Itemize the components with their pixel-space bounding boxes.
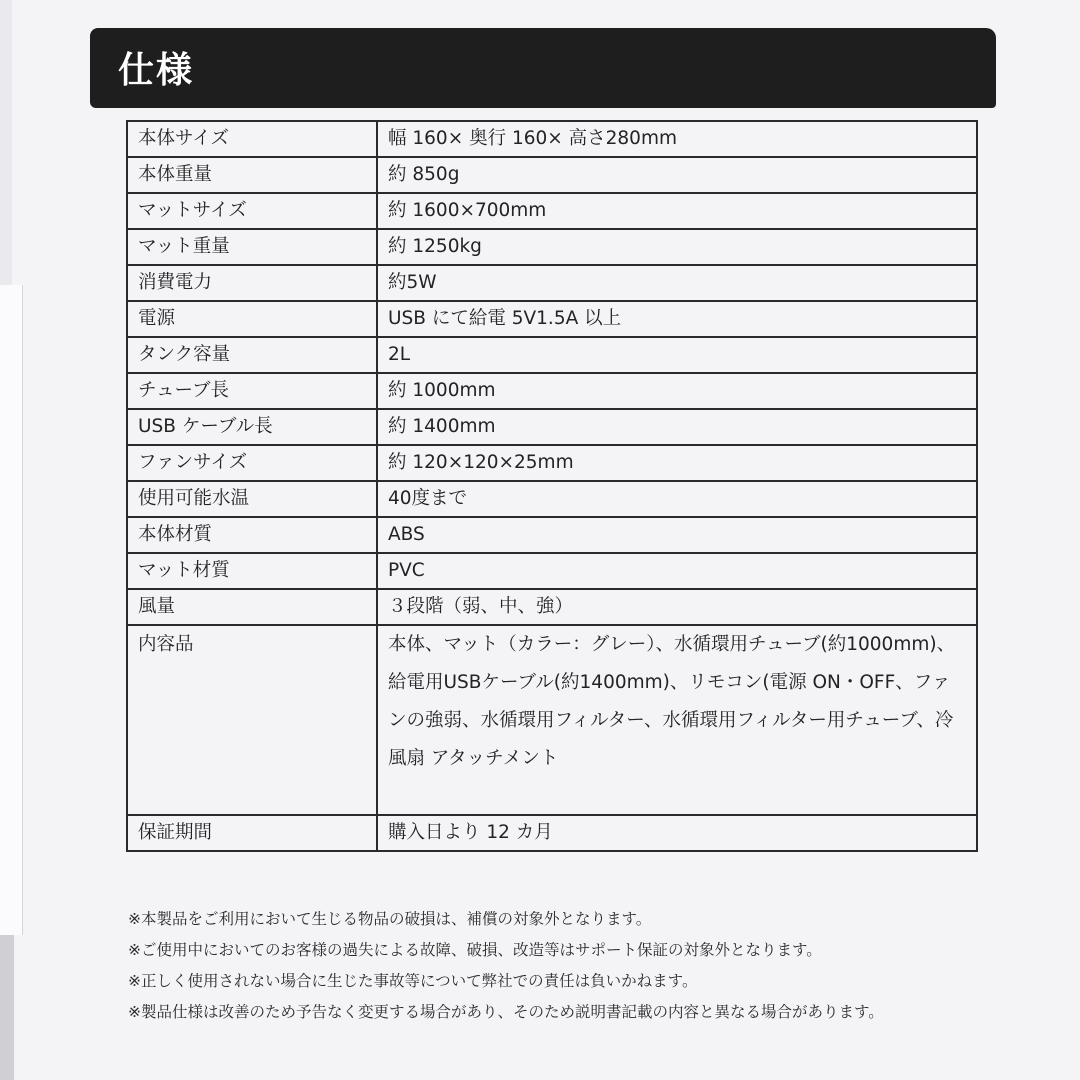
spec-value: 約 1600×700mm: [377, 193, 977, 229]
spec-label: 風量: [127, 589, 377, 625]
table-row: [127, 301, 977, 337]
device-edge-shadow: [0, 935, 14, 1080]
spec-value: 2L: [377, 337, 977, 373]
table-row: [127, 265, 977, 301]
table-row: [127, 517, 977, 553]
table-row: [127, 815, 977, 851]
spec-label: マット材質: [127, 553, 377, 589]
spec-label: 使用可能水温: [127, 481, 377, 517]
device-edge: [0, 285, 23, 935]
spec-value: 約 120×120×25mm: [377, 445, 977, 481]
spec-label: マット重量: [127, 229, 377, 265]
page-title: 仕様: [118, 50, 195, 91]
spec-value: 本体、マット（カラー：グレー）、水循環用チューブ(約1000mm)、給電用USBケーブル(約1400mm)、リモコン(電源 ON・OFF、ファンの強弱、水循環用フィルター、水循環用フィルター用チューブ、冷風扇 アタッチメント: [377, 625, 977, 815]
spec-label: タンク容量: [127, 337, 377, 373]
spec-label: 保証期間: [127, 815, 377, 851]
table-row: [127, 409, 977, 445]
table-row: [127, 193, 977, 229]
table-row: [127, 445, 977, 481]
spec-value: ABS: [377, 517, 977, 553]
spec-label: ファンサイズ: [127, 445, 377, 481]
spec-value: 約 1000mm: [377, 373, 977, 409]
note-line: ※ご使用中においてのお客様の過失による故障、破損、改造等はサポート保証の対象外となります。: [128, 941, 822, 959]
spec-value: ３段階（弱、中、強）: [377, 589, 977, 625]
spec-value: USB にて給電 5V1.5A 以上: [377, 301, 977, 337]
table-row: [127, 625, 977, 815]
spec-label: マットサイズ: [127, 193, 377, 229]
spec-table: [126, 120, 978, 852]
spec-label: 消費電力: [127, 265, 377, 301]
table-row: [127, 589, 977, 625]
table-row: [127, 373, 977, 409]
table-row: [127, 481, 977, 517]
spec-value: 約 1400mm: [377, 409, 977, 445]
note-line: ※正しく使用されない場合に生じた事故等について弊社での責任は負いかねます。: [128, 972, 698, 990]
section-header: [90, 28, 996, 108]
spec-value: 購入日より 12 カ月: [377, 815, 977, 851]
spec-label: 電源: [127, 301, 377, 337]
table-row: [127, 553, 977, 589]
spec-value: 約 850g: [377, 157, 977, 193]
spec-value: 幅 160× 奥行 160× 高さ280mm: [377, 121, 977, 157]
note-line: ※本製品をご利用において生じる物品の破損は、補償の対象外となります。: [128, 910, 652, 928]
note-line: ※製品仕様は改善のため予告なく変更する場合があり、そのため説明書記載の内容と異なる場合があります。: [128, 1003, 884, 1021]
spec-label: チューブ長: [127, 373, 377, 409]
spec-value: 約 1250kg: [377, 229, 977, 265]
disclaimer-notes: [128, 904, 1028, 1028]
table-row: [127, 229, 977, 265]
spec-value: PVC: [377, 553, 977, 589]
spec-value: 約5W: [377, 265, 977, 301]
spec-label: 本体材質: [127, 517, 377, 553]
spec-label: 本体サイズ: [127, 121, 377, 157]
spec-label: USB ケーブル長: [127, 409, 377, 445]
spec-label: 本体重量: [127, 157, 377, 193]
spec-label: 内容品: [127, 625, 377, 815]
spec-value: 40度まで: [377, 481, 977, 517]
table-row: [127, 157, 977, 193]
table-row: [127, 121, 977, 157]
table-row: [127, 337, 977, 373]
